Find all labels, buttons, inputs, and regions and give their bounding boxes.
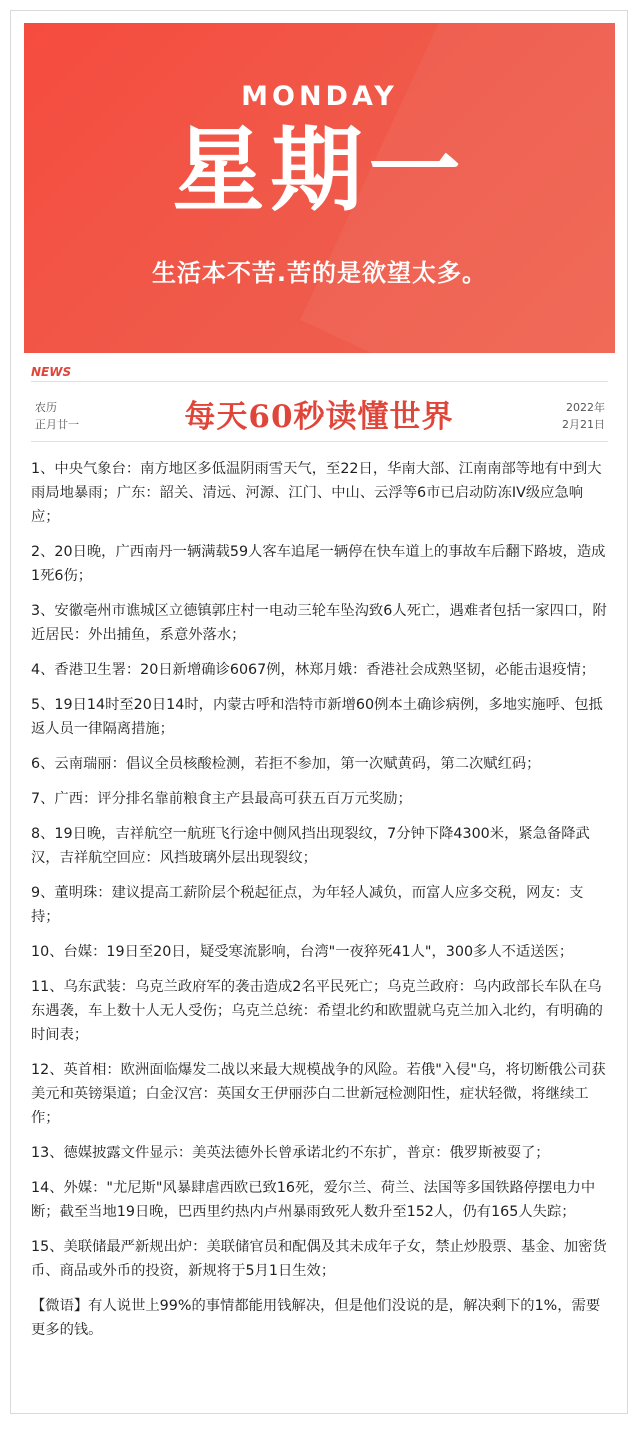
lunar-date: 正月廿一: [35, 418, 79, 431]
news-card: [10, 10, 628, 1414]
divider-bottom: [31, 441, 608, 442]
news-item: 4、香港卫生署：20日新增确诊6067例，林郑月娥：香港社会成熟坚韧，必能击退疫情；: [31, 662, 596, 678]
news-item: 11、乌东武装：乌克兰政府军的袭击造成2名平民死亡；乌克兰政府：乌内政部长车队在乌东遇袭，车上数十人无人受伤；乌克兰总统：希望北约和欧盟就乌克兰加入北约，有明确的时间表；: [31, 979, 603, 1043]
weekday-chinese: 星期一: [172, 116, 467, 224]
news-item: 2、20日晚，广西南丹一辆满载59人客车追尾一辆停在快车道上的事故车后翻下路坡，造成1死6伤；: [31, 544, 606, 584]
divider-top: [31, 381, 608, 382]
page-title: 每天60秒读懂世界: [184, 399, 454, 435]
news-item: 3、安徽亳州市谯城区立德镇郭庄村一电动三轮车坠沟致6人死亡，遇难者包括一家四口，附近居民：外出捕鱼，系意外落水；: [31, 603, 607, 643]
news-item: 12、英首相：欧洲面临爆发二战以来最大规模战争的风险。若俄"入侵"乌，将切断俄公司获美元和英镑渠道；白金汉宫：英国女王伊丽莎白二世新冠检测阳性，症状轻微，将继续工作；: [31, 1062, 606, 1126]
lunar-label: 农历: [35, 401, 57, 414]
news-item: 5、19日14时至20日14时，内蒙古呼和浩特市新增60例本土确诊病例，多地实施呼、包抵返人员一律隔离措施；: [31, 697, 603, 737]
news-item: 8、19日晚，吉祥航空一航班飞行途中侧风挡出现裂纹，7分钟下降4300米，紧急备降武汉，吉祥航空回应：风挡玻璃外层出现裂纹；: [31, 826, 590, 866]
news-item: 13、德媒披露文件显示：美英法德外长曾承诺北约不东扩，普京：俄罗斯被耍了；: [31, 1145, 550, 1161]
news-item: 15、美联储最严新规出炉：美联储官员和配偶及其未成年子女，禁止炒股票、基金、加密货币、商品或外币的投资，新规将于5月1日生效；: [31, 1239, 607, 1279]
news-list: [31, 457, 611, 1353]
news-tag: NEWS: [31, 365, 72, 379]
year: 2022年: [566, 401, 605, 414]
date: 2月21日: [562, 418, 605, 431]
banner-slogan: 生活本不苦.苦的是欲望太多。: [151, 259, 488, 287]
header-banner: [24, 23, 615, 353]
quote-item: 【微语】有人说世上99%的事情都能用钱解决，但是他们没说的是，解决剩下的1%，需要更多的钱。: [31, 1298, 601, 1338]
gregorian-date-block: [562, 399, 605, 433]
news-item: 1、中央气象台：南方地区多低温阴雨雪天气，至22日，华南大部、江南南部等地有中到大雨局地暴雨；广东：韶关、清远、河源、江门、中山、云浮等6市已启动防冻IV级应急响应；: [31, 461, 602, 525]
news-item: 9、董明珠：建议提高工薪阶层个税起征点，为年轻人减负，而富人应多交税，网友：支持；: [31, 885, 584, 925]
news-item: 7、广西：评分排名靠前粮食主产县最高可获五百万元奖励；: [31, 791, 412, 807]
weekday-english: MONDAY: [241, 81, 398, 112]
news-item: 6、云南瑞丽：倡议全员核酸检测，若拒不参加，第一次赋黄码，第二次赋红码；: [31, 756, 541, 772]
news-item: 14、外媒："尤尼斯"风暴肆虐西欧已致16死，爱尔兰、荷兰、法国等多国铁路停摆电力中断；截至当地19日晚，巴西里约热内卢州暴雨致死人数升至152人，仍有165人失踪；: [31, 1180, 596, 1220]
news-item: 10、台媒：19日至20日，疑受寒流影响，台湾"一夜猝死41人"，300多人不适送医；: [31, 944, 574, 960]
